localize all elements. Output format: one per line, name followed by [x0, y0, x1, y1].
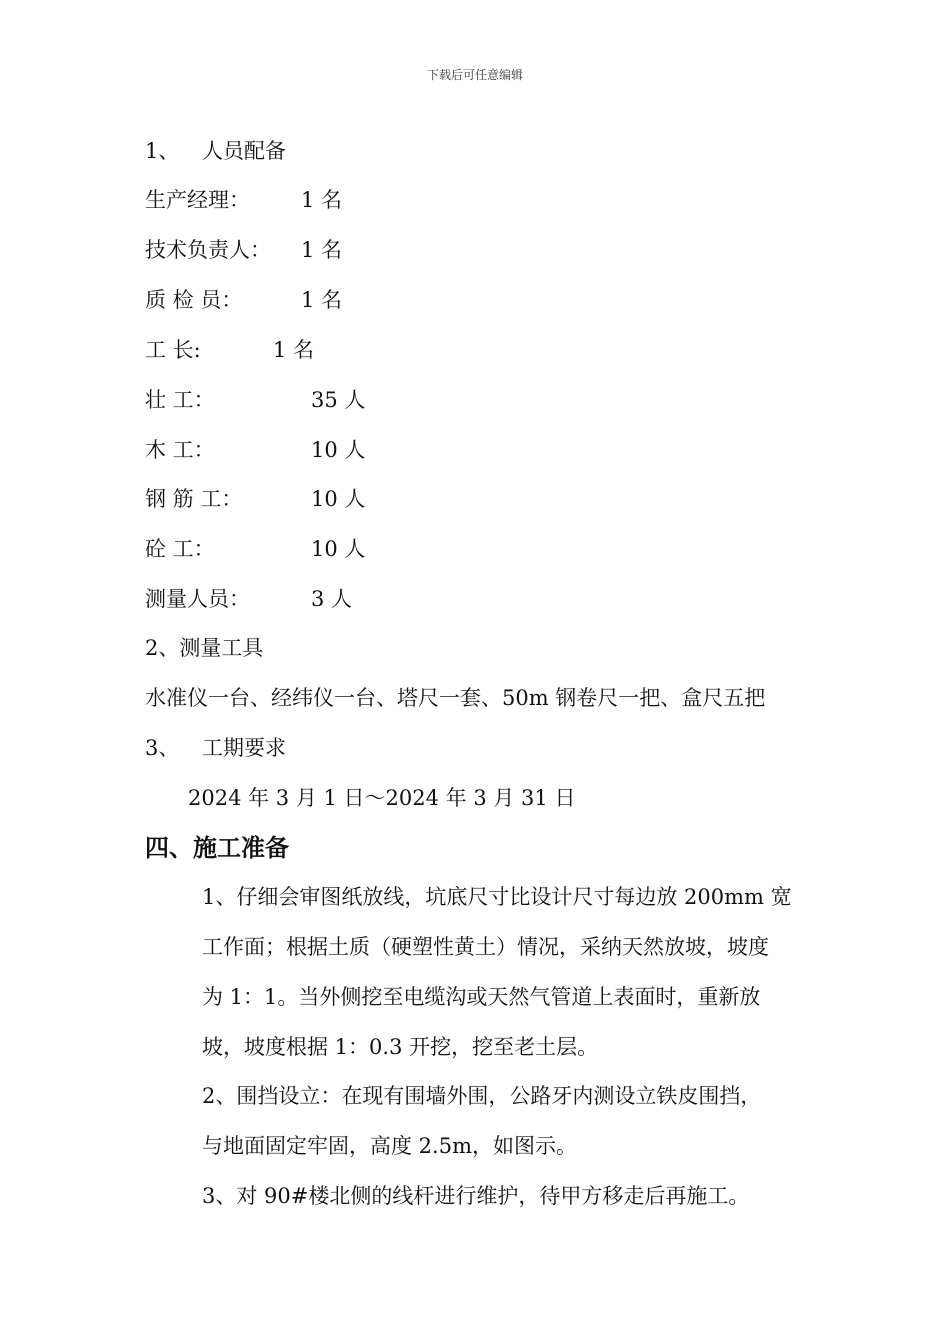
staff-role: 钢 筋 工： — [145, 487, 243, 511]
staff-role: 工 长: — [145, 338, 201, 362]
paragraph-line: 3、对 90#楼北侧的线杆进行维护，待甲方移走后再施工。 — [202, 1184, 750, 1208]
staff-row — [145, 585, 353, 613]
staff-row — [145, 236, 343, 264]
paragraph-line: 与地面固定牢固，高度 2.5m，如图示。 — [202, 1134, 577, 1158]
section-3-heading — [145, 734, 286, 762]
section-1-heading — [145, 137, 286, 165]
paragraph-line: 工作面；根据土质（硬塑性黄土）情况，采纳天然放坡，坡度 — [202, 935, 769, 959]
staff-count: 10 人 — [311, 537, 366, 561]
staff-row — [145, 186, 343, 214]
paragraph-line: 2、围挡设立：在现有围墙外围，公路牙内测设立铁皮围挡， — [202, 1084, 762, 1108]
staff-row — [145, 485, 366, 513]
staff-count: 1 名 — [301, 188, 343, 212]
staff-count: 3 人 — [311, 587, 353, 611]
section-3-title: 工期要求 — [202, 736, 286, 760]
staff-row — [145, 336, 315, 364]
paragraph-line: 1、仔细会审图纸放线，坑底尺寸比设计尺寸每边放 200mm 宽 — [202, 885, 792, 909]
paragraph-line: 坡，坡度根据 1：0.3 开挖，挖至老土层。 — [202, 1035, 599, 1059]
staff-count: 1 名 — [301, 238, 343, 262]
section-2-title: 2、测量工具 — [145, 636, 264, 660]
staff-row — [145, 386, 366, 414]
staff-role: 生产经理： — [145, 188, 250, 212]
construction-period: 2024 年 3 月 1 日～2024 年 3 月 31 日 — [188, 786, 576, 810]
staff-count: 1 名 — [273, 338, 315, 362]
paragraph-line: 为 1：1。当外侧挖至电缆沟或天然气管道上表面时，重新放 — [202, 985, 761, 1009]
section-1-title: 人员配备 — [202, 139, 286, 163]
page-header: 下载后可任意编辑 — [426, 68, 523, 82]
staff-row — [145, 436, 366, 464]
staff-count: 10 人 — [311, 438, 366, 462]
staff-role: 木 工： — [145, 438, 215, 462]
staff-role: 测量人员： — [145, 587, 250, 611]
staff-row — [145, 286, 343, 314]
section-1-number: 1、 — [145, 139, 180, 163]
staff-row — [145, 535, 366, 563]
section-4-heading: 四、施工准备 — [145, 833, 289, 862]
staff-role: 砼 工： — [145, 537, 215, 561]
staff-role: 壮 工： — [145, 388, 215, 412]
section-3-number: 3、 — [145, 736, 180, 760]
tools-list: 水准仪一台、经纬仪一台、塔尺一套、50m 钢卷尺一把、盒尺五把 — [145, 686, 766, 710]
staff-count: 1 名 — [301, 288, 343, 312]
staff-count: 10 人 — [311, 487, 366, 511]
staff-count: 35 人 — [311, 388, 366, 412]
staff-role: 技术负责人： — [145, 238, 271, 262]
staff-role: 质 检 员： — [145, 288, 243, 312]
